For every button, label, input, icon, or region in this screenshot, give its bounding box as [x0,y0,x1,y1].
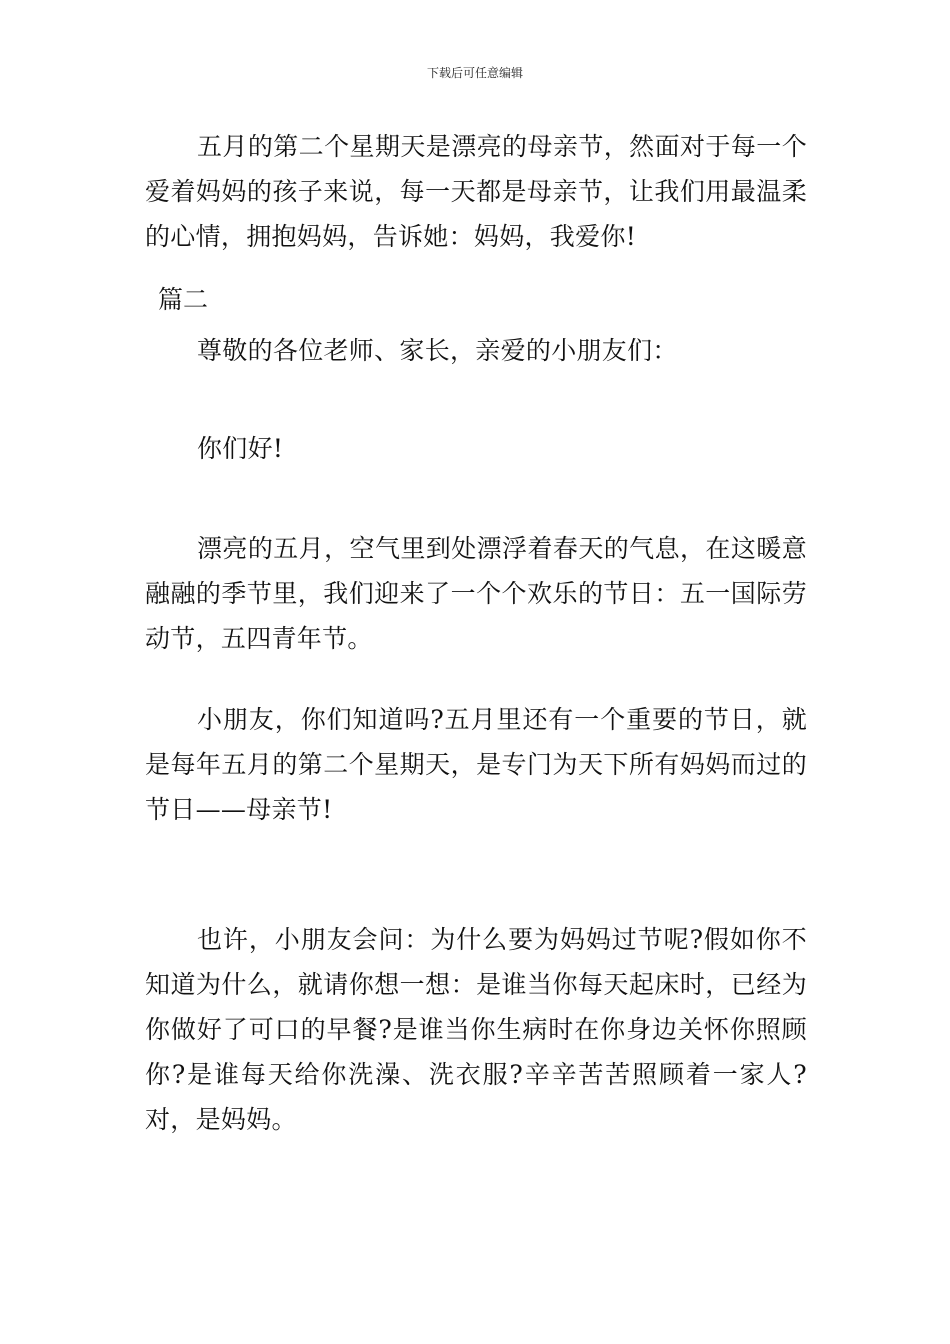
page-header-note: 下载后可任意编辑 [426,66,523,80]
paragraph-important-holiday: 小朋友，你们知道吗?五月里还有一个重要的节日，就是每年五月的第二个星期天，是专门为天下所有妈妈而过的节日——母亲节! [145,705,807,824]
paragraph-hello: 你们好! [197,434,284,463]
paragraph-greeting-audience: 尊敬的各位老师、家长，亲爱的小朋友们： [197,336,678,365]
paragraph-mothers-day-intro: 五月的第二个星期天是漂亮的母亲节，然面对于每一个爱着妈妈的孩子来说，每一天都是母亲节，让我们用最温柔的心情，拥抱妈妈，告诉她：妈妈，我爱你! [145,132,807,251]
paragraph-beautiful-may: 漂亮的五月，空气里到处漂浮着春天的气息，在这暖意融融的季节里，我们迎来了一个个欢乐的节日：五一国际劳动节，五四青年节。 [145,534,807,653]
paragraph-why-celebrate: 也许，小朋友会问：为什么要为妈妈过节呢?假如你不知道为什么，就请你想一想：是谁当你每天起床时，已经为你做好了可口的早餐?是谁当你生病时在你身边关怀你照顾你?是谁每天给你洗澡、洗衣服?辛辛苦苦照顾着一家人?对，是妈妈。 [145,925,807,1134]
section-title: 篇二 [158,285,209,314]
